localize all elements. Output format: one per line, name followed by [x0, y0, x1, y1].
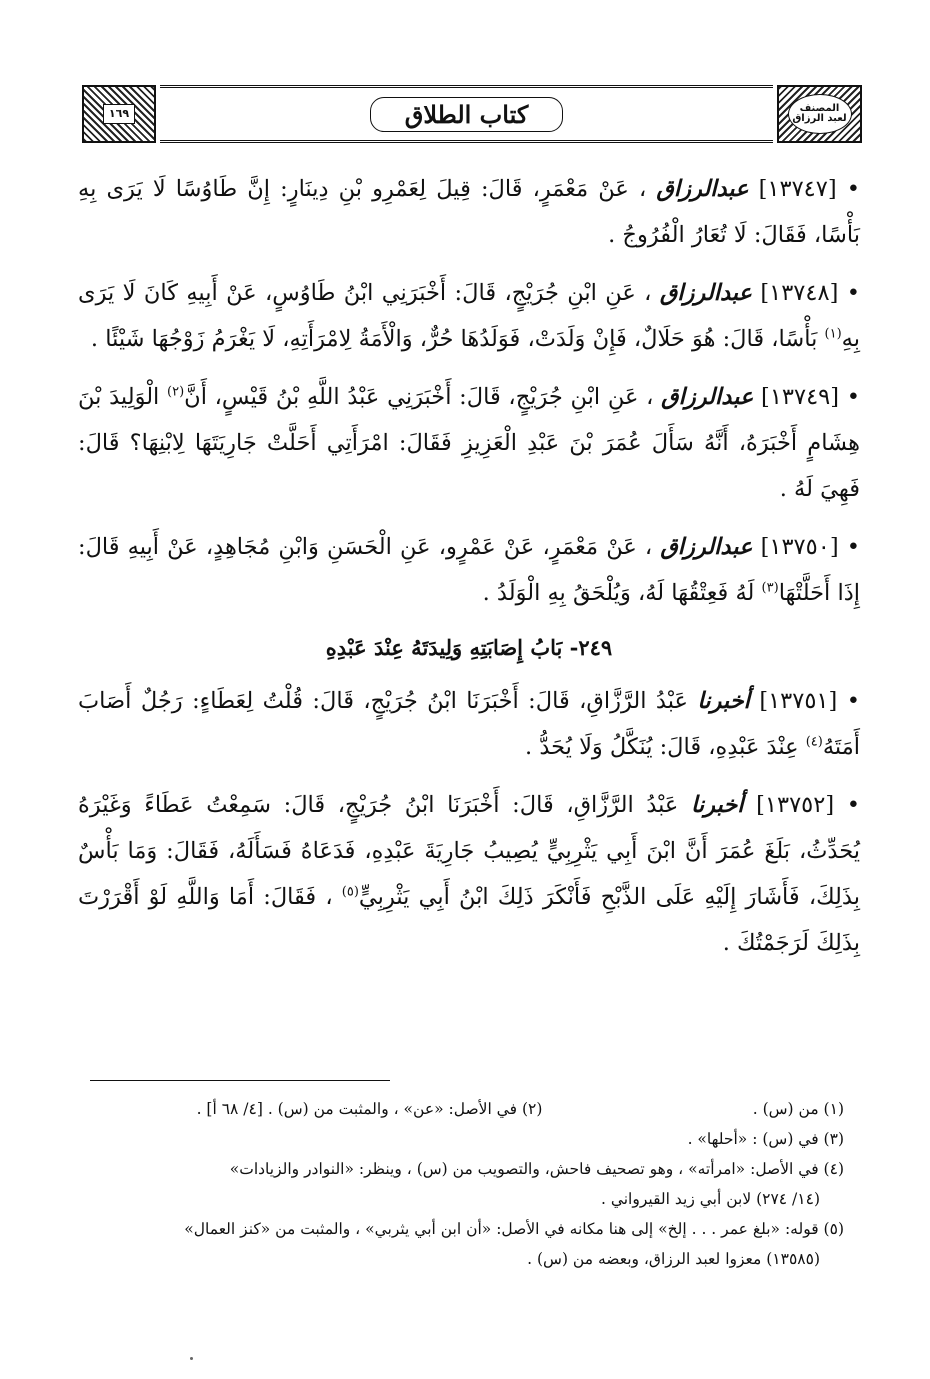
entry-author: عبدالرزاق [656, 176, 749, 202]
footnote-3: (٣) في (س) : «أحلها» . [687, 1130, 844, 1148]
entry-text: عَبْدُ الرَّزَّاقِ، قَالَ: أَخْبَرَنَا ابْنُ جُرَيْجٍ، قَالَ: سَمِعْتُ عَطَاءً وَغَيْرَهُ يُحَدِّثُ، بَلَغَ عُمَرَ أَنَّ ابْنَ أَبِي يَثْرِبِيٍّ يُصِيبُ جَارِيَةَ عَبْدِهِ، فَدَعَاهُ فَسَأَلَهُ، فَقَالَ: وَمَا بَأْسٌ بِذَلِكَ، فَأَشَارَ إِلَيْهِ عَلَى الذَّبْحِ فَأَنْكَرَ ذَلِكَ ابْنُ أَبِي يَثْرِبِيٍّ [78, 792, 860, 910]
footnote-row [90, 1094, 844, 1124]
footnote-4: (٤) في الأصل: «امرأته» ، وهو تصحيف فاحش، والتصويب من (س) ، وينظر: «النوادر والزيادات» [229, 1160, 844, 1178]
hadith-entry [78, 166, 860, 258]
entry-author: أخبرنا [697, 688, 750, 714]
entry-number: • [١٣٧٥١] [759, 688, 861, 714]
entry-text: الْوَلِيدَ بْنَ هِشَامٍ أَخْبَرَهُ، أَنَّهُ سَأَلَ عُمَرَ بْنَ عَبْدِ الْعَزِيزِ فَقَالَ: امْرَأَتِي أَحَلَّتْ جَارِيَتَهَا لِابْنِهَا؟ قَالَ: فَهِيَ لَهُ . [78, 384, 860, 502]
entry-number: • [١٣٧٤٨] [760, 280, 861, 306]
entry-number: • [١٣٧٤٩] [761, 384, 861, 410]
entry-author: عبدالرزاق [661, 384, 754, 410]
entry-text: عِنْدَ عَبْدِهِ، قَالَ: يُنَكَّلُ وَلَا يُحَدُّ . [525, 734, 799, 760]
entry-number: • [١٣٧٤٧] [758, 176, 861, 202]
page-number: ١٦٩ [103, 104, 135, 124]
entry-text: لَهُ فَعِتْقُهَا لَهُ، وَيُلْحَقُ بِهِ الْوَلَدُ . [482, 580, 755, 606]
hadith-entry [78, 524, 860, 616]
footnote-ref[interactable]: (١) [824, 326, 842, 342]
footnote-ref[interactable]: (٣) [761, 580, 779, 596]
book-emblem-text: المصنف لعبد الرزاق [788, 94, 852, 134]
title-band [160, 85, 773, 143]
footnote-4-cont: (١٤/ ٢٧٤) لابن أبي زيد القيرواني . [600, 1190, 820, 1208]
entry-text: ، عَنْ مَعْمَرٍ، قَالَ: قِيلَ لِعَمْرِو بْنِ دِينَارٍ: إِنَّ طَاوُسًا لَا يَرَى بِهِ بَأْسًا، فَقَالَ: لَا تُعَارُ الْفُرُوجُ . [78, 176, 860, 248]
footnote-2: (٢) في الأصل: «عن» ، والمثبت من (س) . [٤/ ٦٨ أ] . [196, 1100, 543, 1118]
entry-text: ، عَنْ مَعْمَرٍ، عَنْ عَمْرٍو، عَنِ الْحَسَنِ وَابْنِ مُجَاهِدٍ، عَنْ أَبِيهِ قَالَ: إِذَا أَحَلَّتْهَا [78, 534, 860, 606]
page-header [82, 85, 862, 143]
footnote-divider [90, 1080, 390, 1081]
page-speck [190, 1357, 193, 1360]
footnote-ref[interactable]: (٢) [167, 384, 185, 400]
footnote-5: (٥) قوله: «بلغ عمر . . . إلخ» إلى هنا مكانه في الأصل: «أن ابن أبي يثربي» ، والمثبت من «كنز العمال» [184, 1220, 844, 1238]
footnote-1: (١) من (س) . [752, 1100, 844, 1118]
entry-number: • [١٣٧٥٠] [760, 534, 861, 560]
book-emblem [777, 85, 862, 143]
entry-text: ، عَنِ ابْنِ جُرَيْجٍ، قَالَ: أَخْبَرَنِي عَبْدُ اللَّهِ بْنُ قَيْسٍ، أَنَّ [184, 384, 654, 410]
footnote-5-cont: (١٣٥٨٥) معزوا لعبد الرزاق، وبعضه من (س) . [527, 1250, 820, 1268]
entry-number: • [١٣٧٥٢] [756, 792, 861, 818]
footnote-ref[interactable]: (٥) [341, 884, 359, 900]
main-text [78, 166, 860, 978]
page-number-box [82, 85, 156, 143]
entry-author: أخبرنا [691, 792, 744, 818]
hadith-entry [78, 678, 860, 770]
hadith-entry [78, 270, 860, 362]
hadith-entry [78, 374, 860, 512]
hadith-entry [78, 782, 860, 966]
entry-author: عبدالرزاق [660, 534, 753, 560]
entry-text: ، فَقَالَ: أَمَا وَاللَّهِ لَوْ أَقْرَرْتَ بِذَلِكَ لَرَجَمْتُكَ . [78, 884, 860, 956]
chapter-heading: ٢٤٩- بَابُ إِصَابَتِهِ وَلِيدَتَهُ عِنْدَ عَبْدِهِ [325, 635, 613, 660]
footnotes [90, 1094, 844, 1274]
entry-author: عبدالرزاق [659, 280, 752, 306]
entry-text: ، عَنِ ابْنِ جُرَيْجٍ، قَالَ: أَخْبَرَنِي ابْنُ طَاوُسٍ، عَنْ أَبِيهِ كَانَ لَا يَرَى بِهِ [78, 280, 860, 352]
footnote-ref[interactable]: (٤) [805, 734, 823, 750]
entry-text: بَأْسًا، قَالَ: هُوَ حَلَالٌ، فَإِنْ وَلَدَتْ، فَوَلَدُهَا حُرٌّ، وَالْأَمَةُ لِامْرَأَتِهِ، لَا يَغْرَمُ زَوْجُهَا شَيْئًا . [90, 326, 818, 352]
page-title: كتاب الطلاق [370, 97, 564, 132]
entry-text: عَبْدُ الرَّزَّاقِ، قَالَ: أَخْبَرَنَا ابْنُ جُرَيْجٍ، قَالَ: قُلْتُ لِعَطَاءٍ: رَجُلٌ أَصَابَ أَمَتَهُ [78, 688, 860, 760]
